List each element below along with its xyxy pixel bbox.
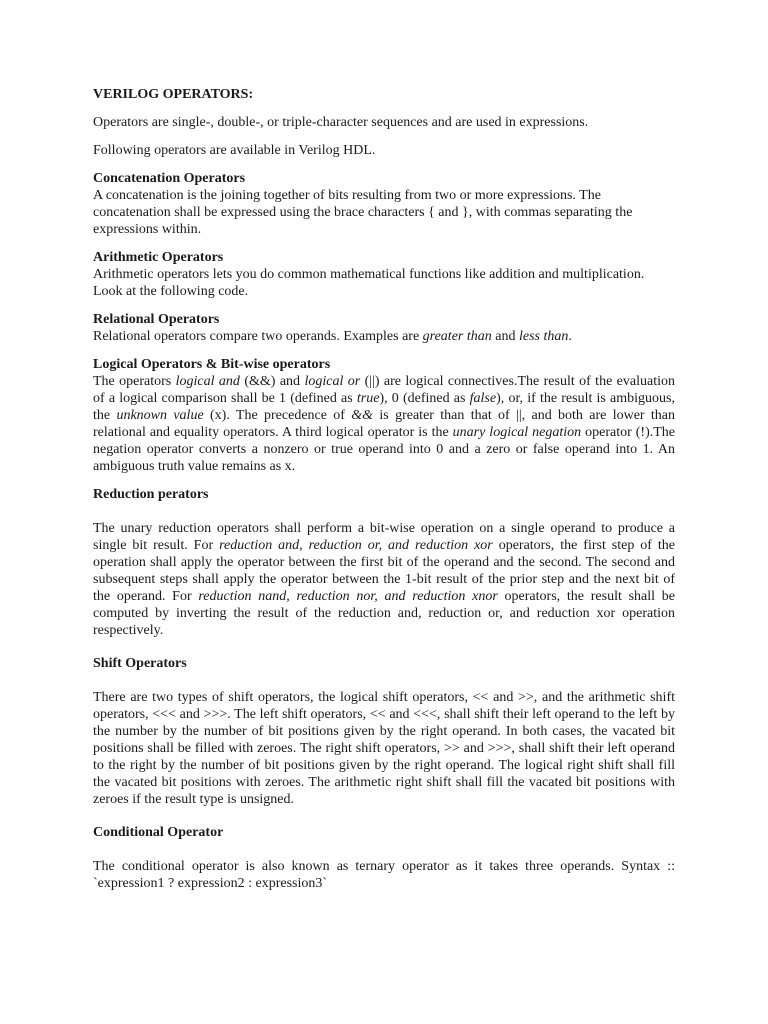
logical-text-7: is greater than that of ||, and both are lower than relational and equality operators. A third logical operator is the xyxy=(93,408,676,440)
reduction-text-3: operators, the result shall be computed by inverting the result of the reduction and, reduction or, and reduction xor operation respectively. xyxy=(93,589,675,638)
reduction-em-2: reduction nand, reduction nor, and reduction xnor xyxy=(198,589,498,604)
reduction-heading: Reduction perators xyxy=(93,487,209,502)
reduction-em-1: reduction and, reduction or, and reduction xor xyxy=(219,538,493,553)
logical-heading: Logical Operators & Bit-wise operators xyxy=(93,357,331,372)
logical-body xyxy=(93,373,675,475)
logical-em-6: && xyxy=(351,408,374,423)
shift-body: There are two types of shift operators, the logical shift operators, << and >>, and the arithmetic shift operators, <<< and >>>. The left shift operators, << and <<<, shall shift their left operand to the left by the number by the number of bit positions given by the right operand. In both cases, the vacated bit positions shall be filled with zeroes. The right shift operators, >> and >>>, shall shift their left operand to the right by the number of bit positions given by the right operand. The logical right shift shall fill the vacated bit positions with zeroes. The arithmetic right shift shall fill the vacated bit positions with zeroes if the result type is unsigned. xyxy=(93,690,675,807)
logical-text-3: (||) are logical connectives.The result of the evaluation of a logical comparison shall be 1 (defined as xyxy=(93,374,675,406)
logical-text-1: The operators xyxy=(93,374,176,389)
logical-text-2: (&&) and xyxy=(239,374,305,389)
conditional-heading: Conditional Operator xyxy=(93,825,224,840)
relational-text-1: Relational operators compare two operands. Examples are xyxy=(93,329,423,344)
relational-text-3: . xyxy=(568,329,572,344)
concatenation-heading: Concatenation Operators xyxy=(93,171,246,186)
relational-em-less-than: less than xyxy=(518,329,569,344)
relational-em-greater-than: greater than xyxy=(422,329,492,344)
logical-text-6: (x). The precedence of xyxy=(203,408,352,423)
logical-em-1: logical and xyxy=(175,374,240,389)
document-page xyxy=(93,86,675,908)
logical-em-2: logical or xyxy=(304,374,361,389)
arithmetic-body: Arithmetic operators lets you do common mathematical functions like addition and multiplication. Look at the following code. xyxy=(93,267,645,299)
conditional-body: The conditional operator is also known as ternary operator as it takes three operands. Syntax :: `expression1 ? expression2 : expression3` xyxy=(93,859,675,891)
logical-text-4: ), 0 (defined as xyxy=(379,391,470,406)
concatenation-body: A concatenation is the joining together of bits resulting from two or more expressions. The concatenation shall be expressed using the brace characters { and }, with commas separating the expressions within. xyxy=(93,188,633,237)
shift-heading: Shift Operators xyxy=(93,656,187,671)
relational-body xyxy=(93,328,675,345)
relational-text-2: and xyxy=(491,329,519,344)
intro-paragraph-2: Following operators are available in Verilog HDL. xyxy=(93,143,376,158)
reduction-text-1: The unary reduction operators shall perform a bit-wise operation on a single operand to produce a single bit result. For xyxy=(93,521,675,553)
logical-em-4: false xyxy=(469,391,497,406)
logical-text-8: operator (!).The negation operator converts a nonzero or true operand into 0 and a zero or false operand into 1. An ambiguous truth value remains as x. xyxy=(93,425,675,474)
relational-heading: Relational Operators xyxy=(93,312,220,327)
logical-em-5: unknown value xyxy=(116,408,204,423)
logical-em-7: unary logical negation xyxy=(452,425,582,440)
arithmetic-heading: Arithmetic Operators xyxy=(93,250,224,265)
logical-em-3: true xyxy=(356,391,380,406)
reduction-body xyxy=(93,520,675,639)
logical-text-5: ), or, if the result is ambiguous, the xyxy=(93,391,676,423)
document-title: VERILOG OPERATORS: xyxy=(93,87,254,102)
reduction-text-2: operators, the first step of the operation shall apply the operator between the first bit of the operand and the second. The second and subsequent steps shall apply the operator between the 1-bit result of the prior step and the next bit of the operand. For xyxy=(93,538,676,604)
intro-paragraph-1: Operators are single-, double-, or triple-character sequences and are used in expressions. xyxy=(93,115,589,130)
